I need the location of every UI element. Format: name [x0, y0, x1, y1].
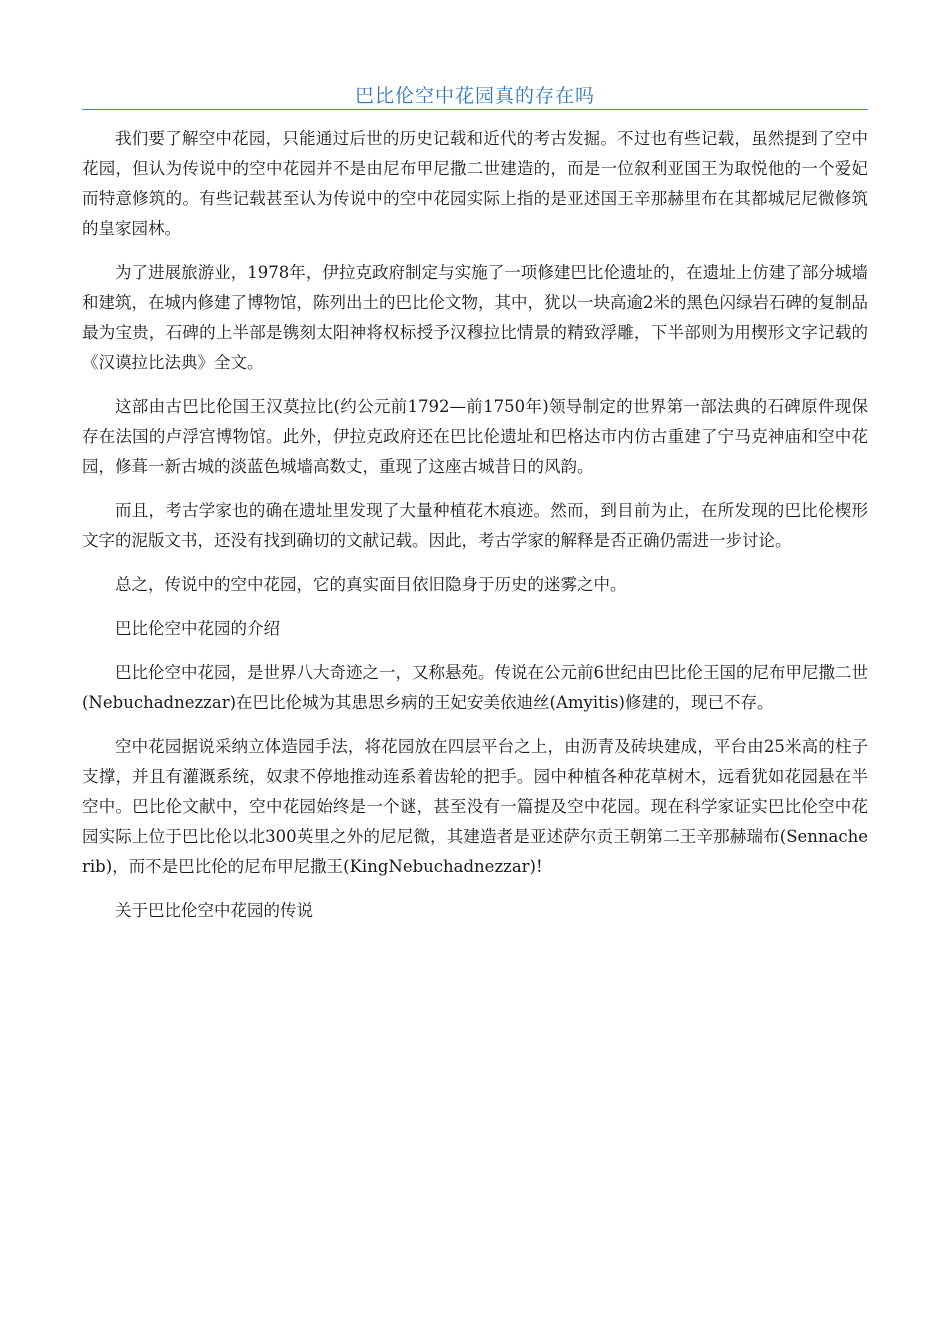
paragraph-7: 空中花园据说采纳立体造园手法，将花园放在四层平台之上，由沥青及砖块建成，平台由25米高的柱子支撑，并且有灌溉系统，奴隶不停地推动连系着齿轮的把手。园中种植各种花草树木，远看犹如花园悬在半空中。巴比伦文献中，空中花园始终是一个谜，甚至没有一篇提及空中花园。现在科学家证实巴比伦空中花园实际上位于巴比伦以北300英里之外的尼尼微，其建造者是亚述萨尔贡王朝第二王辛那赫瑞布(Sennacherib)，而不是巴比伦的尼布甲尼撒王(KingNebuchadnezzar)!: [82, 737, 868, 876]
paragraph-6: 巴比伦空中花园，是世界八大奇迹之一，又称悬苑。传说在公元前6世纪由巴比伦王国的尼布甲尼撒二世(Nebuchadnezzar)在巴比伦城为其患思乡病的王妃安美依迪丝(Amyitis)修建的，现已不存。: [82, 663, 868, 712]
paragraph-4: 而且，考古学家也的确在遗址里发现了大量种植花木痕迹。然而，到目前为止，在所发现的巴比伦楔形文字的泥版文书，还没有找到确切的文献记载。因此，考古学家的解释是否正确仍需进一步讨论。: [82, 501, 868, 550]
paragraph-3: 这部由古巴比伦国王汉莫拉比(约公元前1792—前1750年)领导制定的世界第一部法典的石碑原件现保存在法国的卢浮宫博物馆。此外，伊拉克政府还在巴比伦遗址和巴格达市内仿古重建了宁马克神庙和空中花园，修葺一新古城的淡蓝色城墙高数丈，重现了这座古城昔日的风韵。: [82, 397, 868, 476]
document-body: [82, 124, 868, 940]
section-heading-introduction: 巴比伦空中花园的介绍: [115, 619, 280, 638]
page-title: 巴比伦空中花园真的存在吗: [354, 85, 595, 107]
paragraph-5: 总之，传说中的空中花园，它的真实面目依旧隐身于历史的迷雾之中。: [115, 575, 627, 594]
paragraph-2: 为了进展旅游业，1978年，伊拉克政府制定与实施了一项修建巴比伦遗址的，在遗址上仿建了部分城墙和建筑，在城内修建了博物馆，陈列出土的巴比伦文物，其中，犹以一块高逾2米的黑色闪绿岩石碑的复制品最为宝贵，石碑的上半部是镌刻太阳神将权标授予汉穆拉比情景的精致浮雕，下半部则为用楔形文字记载的《汉谟拉比法典》全文。: [82, 263, 868, 372]
section-heading-legend: 关于巴比伦空中花园的传说: [115, 901, 313, 920]
paragraph-1: 我们要了解空中花园，只能通过后世的历史记载和近代的考古发掘。不过也有些记载，虽然提到了空中花园，但认为传说中的空中花园并不是由尼布甲尼撒二世建造的，而是一位叙利亚国王为取悦他的一个爱妃而特意修筑的。有些记载甚至认为传说中的空中花园实际上指的是亚述国王辛那赫里布在其都城尼尼微修筑的皇家园林。: [82, 129, 868, 238]
title-underline: [82, 109, 868, 110]
